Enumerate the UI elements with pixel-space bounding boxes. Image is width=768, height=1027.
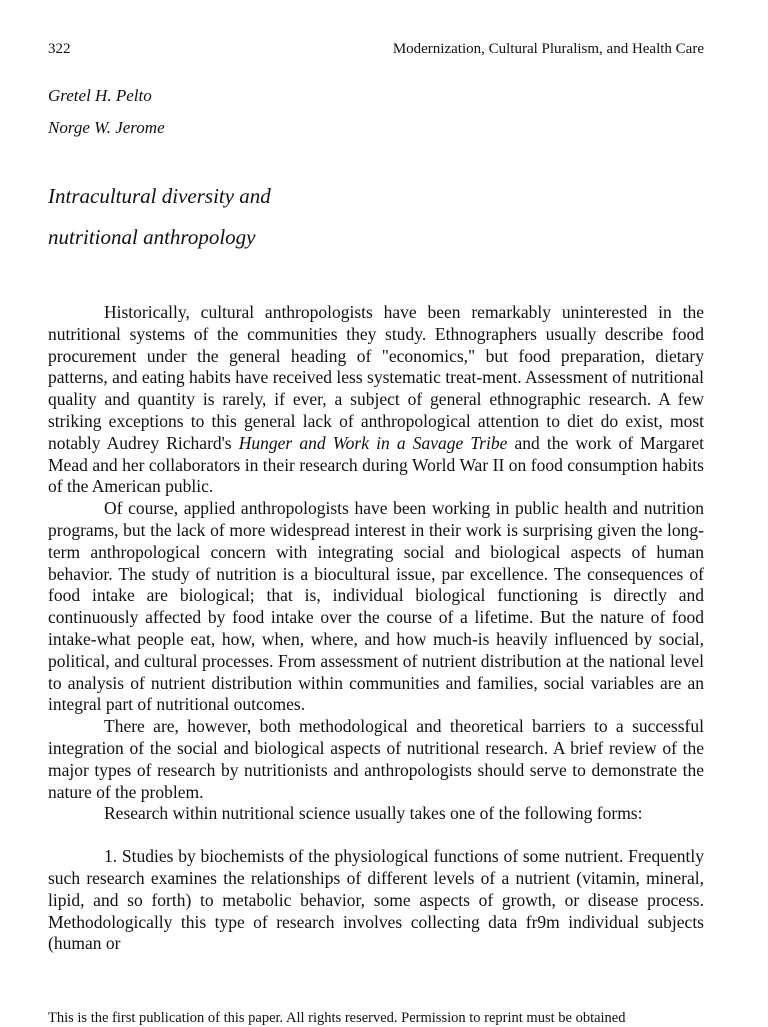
author-name: Norge W. Jerome bbox=[48, 118, 165, 137]
page-number: 322 bbox=[48, 41, 71, 57]
article-title-line-1: Intracultural diversity and bbox=[48, 184, 271, 208]
paragraph: There are, however, both methodological and theoretical barriers to a successful integration of the social and biological aspects of nutritional research. A brief review of the major types of research by nutritionists and anthropologists should serve to demonstrate the nature of the problem. bbox=[48, 716, 704, 802]
article-title-line-2: nutritional anthropology bbox=[48, 225, 256, 249]
paragraph bbox=[48, 302, 704, 498]
paragraph: Research within nutritional science usually takes one of the following forms: bbox=[104, 803, 643, 824]
paragraph-text: and the work of Margaret Mead and her collaborators in their research during World War II on food consumption habits of the American public. bbox=[48, 432, 704, 497]
author-name: Gretel H. Pelto bbox=[48, 86, 152, 105]
book-title: Hunger and Work in a Savage Tribe bbox=[238, 432, 508, 453]
paragraph-text: Historically, cultural anthropologists have been remarkably uninterested in the nutritional systems of the communities they study. Ethnographers usually describe food procurement under the general heading of "economics," but food preparation, dietary patterns, and eating habits have received less systematic treat-ment. Assessment of nutritional quality and quantity is rarely, if ever, a subject of general ethnographic research. A few striking exceptions to this general lack of anthropological attention to diet do exist, most notably Audrey Richard's bbox=[48, 302, 704, 453]
running-head: Modernization, Cultural Pluralism, and Health Care bbox=[392, 41, 704, 57]
footnote: This is the first publication of this paper. All rights reserved. Permission to reprint must be obtained bbox=[48, 1010, 626, 1026]
article-body bbox=[48, 302, 704, 955]
page-header bbox=[48, 41, 704, 61]
paragraph: Of course, applied anthropologists have been working in public health and nutrition programs, but the lack of more widespread interest in their work is surprising given the long-term anthropological concern with integrating social and biological aspects of human behavior. The study of nutrition is a biocultural issue, par excellence. The consequences of food intake are biological; that is, individual biological functioning is directly and continuously affected by food intake over the course of a lifetime. But the nature of food intake-what people eat, how, when, where, and how much-is heavily influenced by social, political, and cultural processes. From assessment of nutrient distribution at the national level to analysis of nutrient distribution within communities and families, social variables are an integral part of nutritional outcomes. bbox=[48, 498, 704, 715]
numbered-paragraph: 1. Studies by biochemists of the physiological functions of some nutrient. Frequently such research examines the relationships of different levels of a nutrient (vitamin, mineral, lipid, and so forth) to metabolic behavior, some aspects of growth, or disease process. Methodologically this type of research involves collecting data fr9m individual subjects (human or bbox=[48, 846, 704, 954]
